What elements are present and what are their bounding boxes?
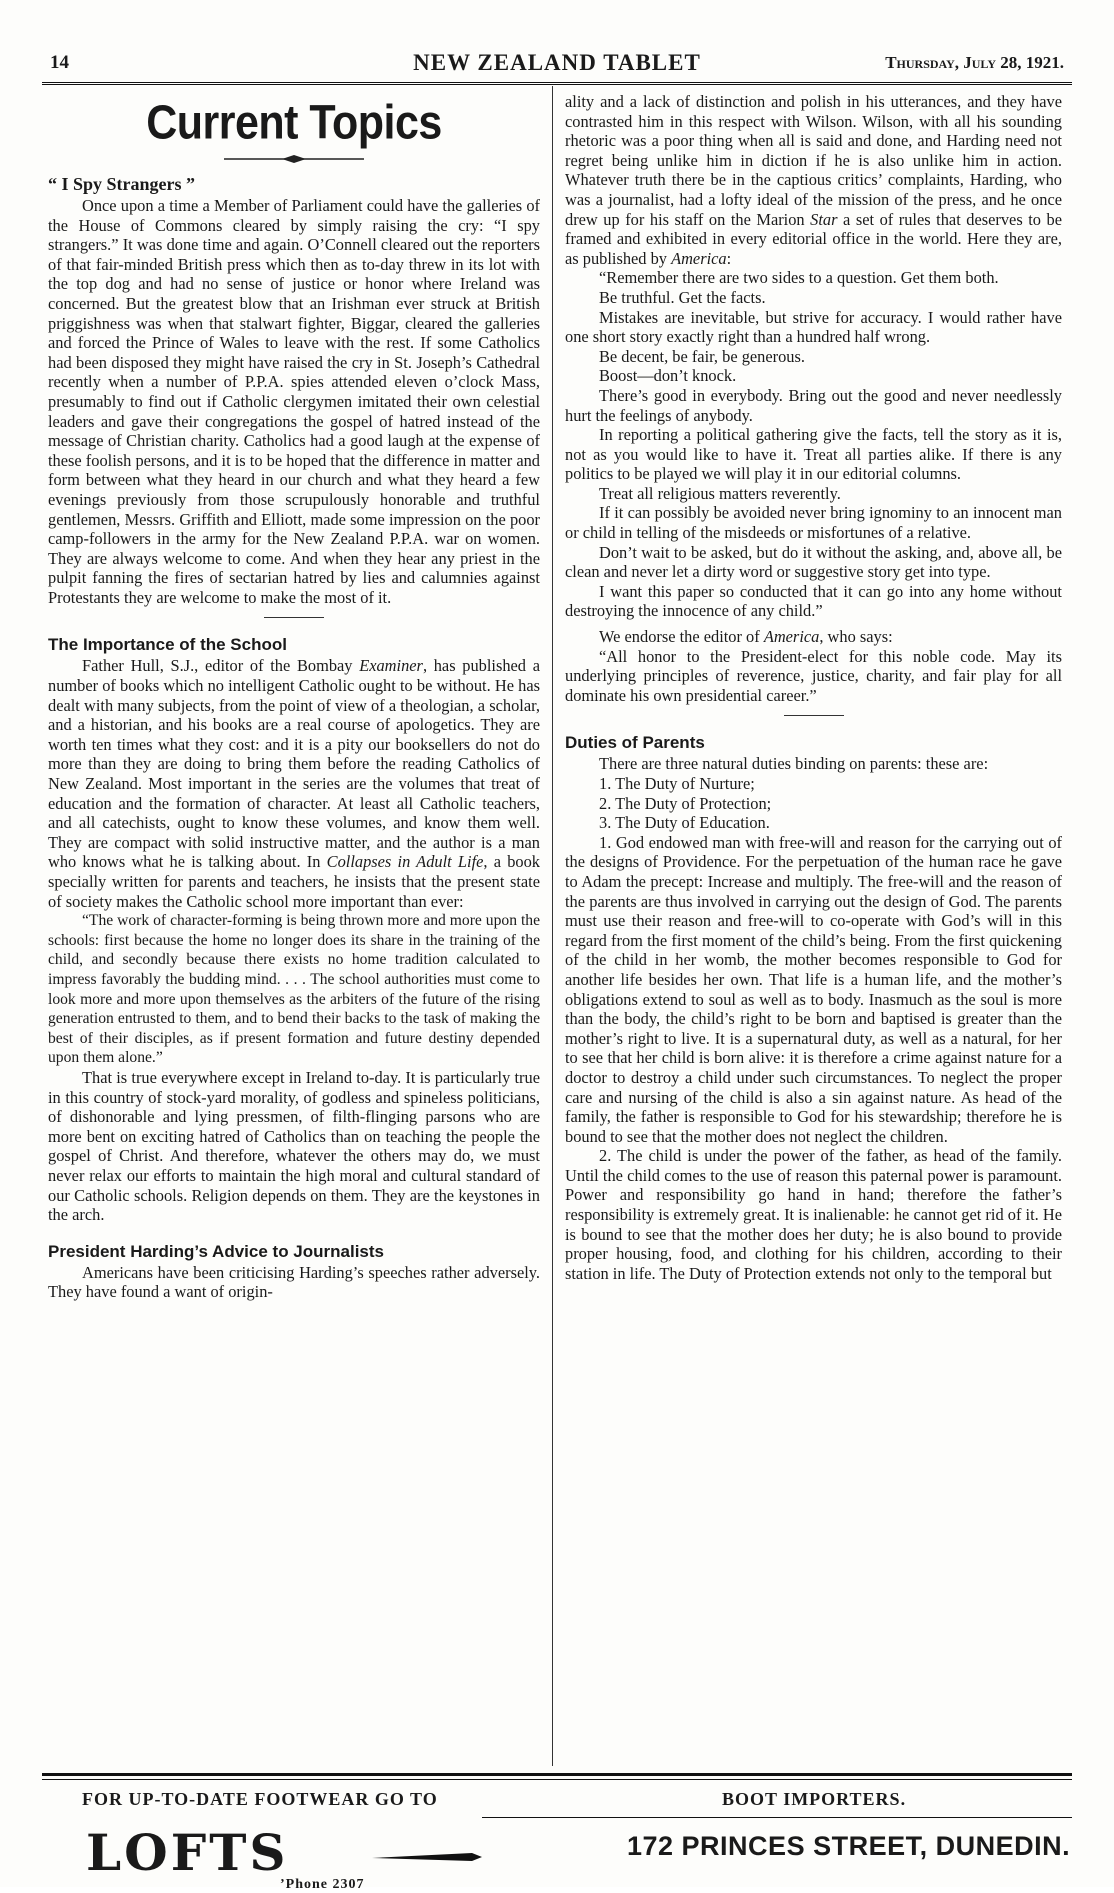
footwear-advertisement <box>42 1773 1072 1892</box>
page-number: 14 <box>50 52 69 73</box>
masthead: NEW ZEALAND TABLET <box>413 50 701 75</box>
header-rule <box>42 82 1072 85</box>
newspaper-title: Star <box>810 209 838 229</box>
ad-rule <box>482 1817 1072 1818</box>
ad-rule <box>42 1779 1072 1780</box>
magazine-title: America <box>671 248 727 268</box>
right-column <box>565 92 1062 1762</box>
duty-list-item: 3. The Duty of Education. <box>599 813 770 833</box>
article-heading-duties-parents: Duties of Parents <box>565 733 705 753</box>
column-divider <box>552 86 553 1766</box>
quoted-passage: “The work of character-forming is being thrown more and more upon the schools: first because the home no longer does its share in the training of the child, and secondly because there exists no home tradition calculated to impress favorably the budding mind. . . . The school authorities must come to look more and more upon themselves as the arbiters of the future of the rising generation entrusted to them, and to bend their backs to the task of making the best of their disciples, as if present formation and future destiny depended upon them alone.” <box>48 912 540 1067</box>
ad-tagline: FOR UP-TO-DATE FOOTWEAR GO TO <box>82 1789 438 1809</box>
journalism-rule: Be truthful. Get the facts. <box>599 287 766 307</box>
duty-list-item: 1. The Duty of Nurture; <box>599 774 755 793</box>
article-paragraph: Americans have been criticising Harding’s speeches rather adversely. They have found a want of origin- <box>48 1262 540 1302</box>
journalism-rule: I want this paper so conducted that it can go into any home without destroying the innocence of any child.” <box>565 581 1062 621</box>
journalism-rule: In reporting a political gathering give the facts, tell the story as it is, not as you would like to have it. Treat all parties alike. If there is any politics to be played we will play it in our editorial columns. <box>565 425 1062 484</box>
issue-date: Thursday, July 28, 1921. <box>885 53 1064 72</box>
ad-address: 172 PRINCES STREET, DUNEDIN. <box>627 1831 1071 1861</box>
magazine-title: America <box>763 627 820 647</box>
article-paragraph: We endorse the editor of America, who says: <box>599 627 893 647</box>
ad-brand-name: LOFTS <box>86 1823 289 1882</box>
journalism-rule: Treat all religious matters reverently. <box>599 483 841 503</box>
journalism-rule: Mistakes are inevitable, but strive for accuracy. I would rather have one short story exactly right than a hundred half wrong. <box>565 307 1062 347</box>
journalism-rule: If it can possibly be avoided never bring ignominy to an innocent man or child in telling of the misdeeds or misfortunes of a relative. <box>565 503 1062 543</box>
brand-swoosh-icon <box>372 1848 482 1862</box>
page-header <box>42 50 1072 78</box>
article-paragraph: 2. The child is under the power of the father, as head of the family. Until the child comes to the use of reason this paternal power is paramount. Power and responsibility go hand in hand; therefore the father’s responsibility is extremely great. It is inalienable: he cannot get rid of it. He is bound to see that the mother does her duty; he is also bound to provide proper housing, food, and clothing for his children, according to their station in life. The Duty of Protection extends not only to the temporal but <box>565 1146 1062 1283</box>
article-separator <box>264 617 324 618</box>
article-heading-harding-advice: President Harding’s Advice to Journalists <box>48 1241 384 1261</box>
article-paragraph: Father Hull, S.J., editor of the Bombay Examiner, has published a number of books which no intelligent Catholic ought to be without. He has dealt with many subjects, from the point of view of a theologian, a scholar, and a historian, and his books are a real course of apologetics. They are worth ten times what they cost: and it is a pity our booksellers do not do more than they are doing to bring them before the reading Catholics of New Zealand. Most important in the series are the volumes that treat of education and the formation of character. At least all Catholic teachers, and all catechists, ought to know these volumes, and know them well. They are compact with solid instructive matter, and the author is a man who knows what he is talking about. In Collapses in Adult Life, a book specially written for parents and teachers, he insists that the present state of society makes the Catholic school more important than ever: <box>48 656 540 911</box>
article-heading-importance-school: The Importance of the School <box>48 635 287 655</box>
article-heading-spy-strangers: “ I Spy Strangers ” <box>48 174 196 194</box>
journalism-rule: Be decent, be fair, be generous. <box>599 346 805 366</box>
section-title: Current Topics <box>146 96 442 150</box>
ad-boot-importers: BOOT IMPORTERS. <box>722 1789 907 1809</box>
journalism-rule: “Remember there are two sides to a question. Get them both. <box>599 268 999 288</box>
article-paragraph: There are three natural duties binding on parents: these are: <box>599 754 989 774</box>
journalism-rule: Don’t wait to be asked, but do it without the asking, and, above all, be clean and never let a dirty word or suggestive story get into type. <box>565 542 1062 582</box>
title-ornament-rule <box>224 154 364 164</box>
article-paragraph: Once upon a time a Member of Parliament could have the galleries of the House of Commons cleared by simply raising the cry: “I spy strangers.” It was done time and again. O’Connell cleared out the reporters of that fair-minded British press which then as to-day threw in its lot with the top dog and had no sense of justice or honor where Ireland was concerned. But the greatest blow that an Irishman ever struck at British priggishness was when that stalwart fighter, Biggar, cleared the galleries and forced the Prince of Wales to leave with the rest. If some Catholics had been disposed they might have raised the cry in St. Joseph’s Cathedral recently when a number of P.P.A. spies attended eleven o’clock Mass, presumably to find out if Catholic clergymen imitated their own celestial leaders and gave their congregations the gospel of hatred instead of the message of Christian charity. Catholics had a good laugh at the expense of these foolish persons, and it is to be hoped that the difference in matter and form between what they heard in our church and what they heard a few evenings previously from those scrupulously honorable and truthful gentlemen, Messrs. Griffith and Elliott, made some impression on the poor camp-followers in the army for the New Zealand P.P.A. war on women. They are always welcome to come. And when they hear any priest in the pulpit fanning the fires of sectarian hatred by lies and calumnies against Protestants they are welcome to make the most of it. <box>48 196 540 607</box>
article-separator <box>784 715 844 716</box>
publication-title: Examiner <box>359 656 423 676</box>
article-paragraph: That is true everywhere except in Ireland to-day. It is particularly true in this country of stock-yard morality, of godless and spineless politicians, of dishonorable and lying pressmen, of filth-flinging parsons who are more bent on exciting hatred of Catholics than on teaching the people the gospel of Christ. And therefore, whatever the others may do, we must never relax our efforts to maintain the high moral and cultural standard of our Catholic schools. Religion depends on them. They are the keystones in the arch. <box>48 1067 540 1225</box>
quoted-passage: “All honor to the President-elect for this noble code. May its underlying principles of reverence, justice, charity, and fair play for all dominate his own presidential career.” <box>565 646 1062 705</box>
journalism-rule: There’s good in everybody. Bring out the good and never needlessly hurt the feelings of anybody. <box>565 385 1062 425</box>
journalism-rule: Boost—don’t knock. <box>599 366 737 386</box>
article-paragraph: 1. God endowed man with free-will and reason for the carrying out of the designs of Providence. For the perpetuation of the human race he gave to Adam the precept: Increase and multiply. The free-will and the reason of the parents are thus involved in carrying out the design of God. The parents must use their reason and free-will to co-operate with God’s will in this regard from the first moment of the child’s being. From the first quickening of the child in her womb, the mother becomes responsible to God for another life besides her own. That life is a human life, and the mother’s obligations extend to soul as well as to body. Inasmuch as the soul is more than the body, the child’s right to be born and baptised is greater than the mother’s right to live. It is a supernatural duty, as well as a natural, for her to see that her child is born alive: it is therefore a crime against nature for a doctor to destroy a child under such circumstances. To neglect the proper care and nursing of the child is also a sin against nature. As head of the family, the father is responsible to God for his stewardship; therefore he is bound to see that the mother does not neglect the children. <box>565 832 1062 1146</box>
article-paragraph-continued: ality and a lack of distinction and polish in his utterances, and they have contrasted him in this respect with Wilson. Wilson, with all his sounding rhetoric was a poor thing when all is said and done, and Harding need not regret being unlike him in diction if he is also unlike him in action. Whatever truth there be in the captious critics’ complaints, Harding, who was a journalist, had a lofty ideal of the mission of the press, and he once drew up for his staff on the Marion Star a set of rules that deserves to be framed and exhibited in every editorial office in the world. Here they are, as published by America: <box>565 92 1062 268</box>
book-title: Collapses in Adult Life <box>326 852 484 872</box>
ad-rule <box>42 1773 1072 1776</box>
duty-list-item: 2. The Duty of Protection; <box>599 793 772 813</box>
ad-phone: ’Phone 2307 <box>280 1877 365 1892</box>
left-column <box>48 92 540 1762</box>
